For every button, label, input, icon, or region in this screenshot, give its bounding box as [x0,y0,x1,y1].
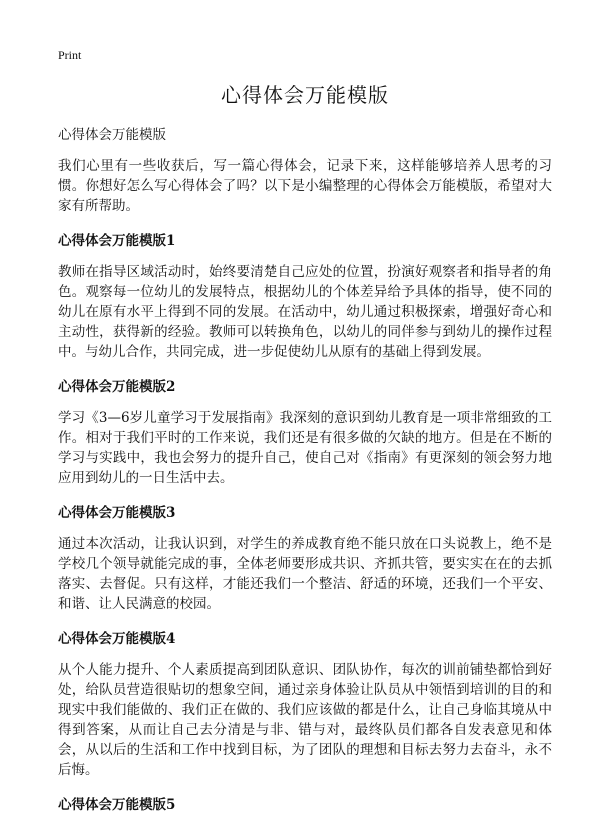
section-heading-2: 心得体会万能模版2 [58,379,176,395]
section-heading-4: 心得体会万能模版4 [58,631,176,647]
print-link[interactable]: Print [58,48,82,62]
section-body-3: 通过本次活动，让我认识到，对学生的养成教育绝不能只放在口头说教上，绝不是学校几个领导就能完成的事，全体老师要形成共识、齐抓共管，要实实在在的去抓落实、去督促。只有这样，才能还我们一个整洁、舒适的环境，还我们一个平安、和谐、让人民满意的校园。 [58,536,552,612]
section-heading-3: 心得体会万能模版3 [58,505,176,521]
section-heading-5: 心得体会万能模版5 [58,797,176,813]
section-body-1: 教师在指导区域活动时，始终要清楚自己应处的位置，扮演好观察者和指导者的角色。观察每一位幼儿的发展特点，根据幼儿的个体差异给予具体的指导，使不同的幼儿在原有水平上得到不同的发展。在活动中，幼儿通过积极探索，增强好奇心和主动性，获得新的经验。教师可以转换角色，以幼儿的同伴参与到幼儿的操作过程中。与幼儿合作，共同完成，进一步促使幼儿从原有的基础上得到发展。 [58,264,552,360]
document-title: 心得体会万能模版 [221,83,389,107]
section-body-2: 学习《3—6岁儿童学习于发展指南》我深刻的意识到幼儿教育是一项非常细致的工作。相对于我们平时的工作来说，我们还是有很多做的欠缺的地方。但是在不断的学习与实践中，我也会努力的提升自己，使自己对《指南》有更深刻的领会努力地应用到幼儿的一日生活中去。 [58,410,552,486]
section-body-4: 从个人能力提升、个人素质提高到团队意识、团队协作，每次的训前铺垫都恰到好处，给队员营造很贴切的想象空间，通过亲身体验让队员从中领悟到培训的目的和现实中我们能做的、我们正在做的、我们应该做的都是什么，让自己身临其境从中得到答案，从而让自己去分清是与非、错与对，最终队员们都各自发表意见和体会，从以后的生活和工作中找到目标，为了团队的理想和目标去努力去奋斗，永不后悔。 [58,662,552,778]
document-subtitle: 心得体会万能模版 [58,127,166,143]
intro-paragraph: 我们心里有一些收获后，写一篇心得体会，记录下来，这样能够培养人思考的习惯。你想好怎么写心得体会了吗？以下是小编整理的心得体会万能模版，希望对大家有所帮助。 [58,158,552,214]
section-heading-1: 心得体会万能模版1 [58,233,176,249]
